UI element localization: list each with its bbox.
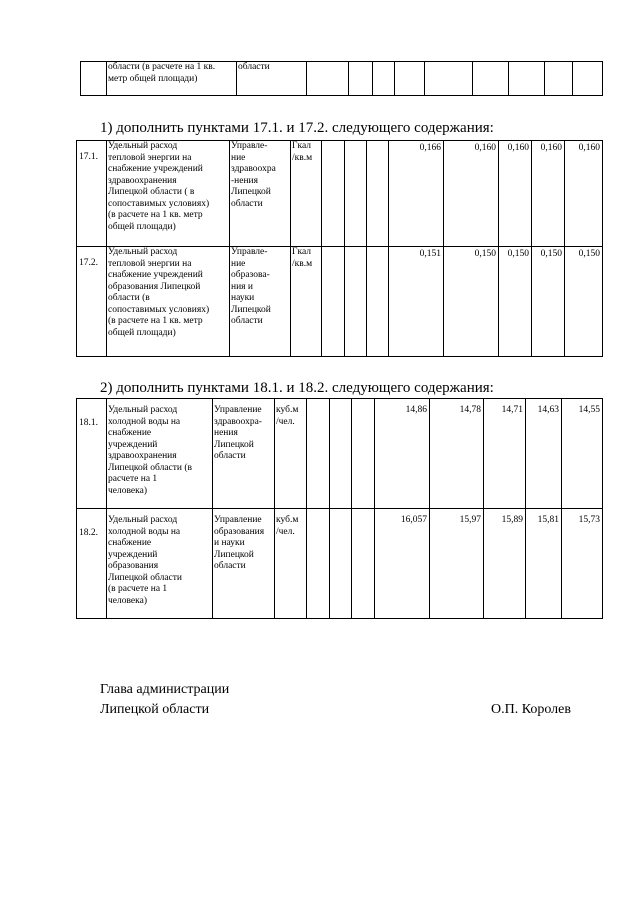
row-value-1: 0,151	[389, 247, 444, 357]
row-value-3: 0,150	[499, 247, 532, 357]
row-value-3: 14,71	[484, 399, 526, 509]
top-row-cell	[307, 62, 349, 96]
section2-table	[76, 398, 603, 619]
row-organization: Управление здравоохра- нения Липецкой области	[213, 399, 275, 509]
row-value-4: 14,63	[526, 399, 562, 509]
row-empty-cell	[345, 141, 367, 247]
row-number: 18.2.	[77, 509, 107, 619]
row-number: 17.2.	[77, 247, 107, 357]
row-empty-cell	[322, 247, 345, 357]
row-empty-cell	[345, 247, 367, 357]
row-value-5: 15,73	[562, 509, 603, 619]
section2-heading: 2) дополнить пунктами 18.1. и 18.2. следующего содержания:	[100, 380, 494, 396]
row-value-4: 15,81	[526, 509, 562, 619]
row-value-1: 0,166	[389, 141, 444, 247]
row-value-1: 14,86	[375, 399, 430, 509]
top-row-cell	[395, 62, 425, 96]
section1-table	[76, 140, 603, 357]
row-empty-cell	[352, 509, 375, 619]
row-value-5: 14,55	[562, 399, 603, 509]
row-empty-cell	[330, 399, 352, 509]
row-organization: Управление образования и науки Липецкой области	[213, 509, 275, 619]
row-description: Удельный расход холодной воды на снабжение учреждений образования Липецкой области (в расчете на 1 человека)	[107, 509, 213, 619]
row-value-2: 0,150	[444, 247, 499, 357]
row-value-2: 14,78	[430, 399, 484, 509]
top-row-cell	[373, 62, 395, 96]
row-unit: Гкал /кв.м	[291, 141, 322, 247]
row-value-5: 0,150	[565, 247, 603, 357]
row-value-4: 0,160	[532, 141, 565, 247]
row-number: 18.1.	[77, 399, 107, 509]
row-empty-cell	[352, 399, 375, 509]
signature-title-line2: Липецкой области	[100, 702, 210, 717]
row-description: Удельный расход холодной воды на снабжение учреждений здравоохранения Липецкой области (в расчете на 1 человека)	[107, 399, 213, 509]
table-row	[77, 247, 603, 357]
table-row	[77, 399, 603, 509]
top-row-organization: области	[237, 62, 307, 96]
row-empty-cell	[307, 399, 330, 509]
row-organization: Управле- ние образова- ния и науки Липецкой области	[230, 247, 291, 357]
row-empty-cell	[330, 509, 352, 619]
row-value-4: 0,150	[532, 247, 565, 357]
row-empty-cell	[367, 247, 389, 357]
row-value-5: 0,160	[565, 141, 603, 247]
row-value-3: 0,160	[499, 141, 532, 247]
row-value-3: 15,89	[484, 509, 526, 619]
row-value-1: 16,057	[375, 509, 430, 619]
row-value-2: 15,97	[430, 509, 484, 619]
row-unit: куб.м /чел.	[275, 509, 307, 619]
row-empty-cell	[322, 141, 345, 247]
row-empty-cell	[367, 141, 389, 247]
row-description: Удельный расход тепловой энергии на снабжение учреждений образования Липецкой области (в сопоставимых условиях) (в расчете на 1 кв. метр общей площади)	[107, 247, 230, 357]
top-table	[80, 61, 603, 96]
top-row-cell	[545, 62, 573, 96]
signature-title-line1: Глава администрации	[100, 682, 230, 697]
top-table-row	[81, 62, 603, 96]
row-unit: Гкал /кв.м	[291, 247, 322, 357]
top-row-cell	[349, 62, 373, 96]
top-row-cell	[425, 62, 473, 96]
row-description: Удельный расход тепловой энергии на снабжение учреждений здравоохранения Липецкой области ( в сопоставимых условиях) (в расчете на 1 кв. метр общей площади)	[107, 141, 230, 247]
top-row-cell	[573, 62, 603, 96]
row-unit: куб.м /чел.	[275, 399, 307, 509]
top-row-number	[81, 62, 107, 96]
table-row	[77, 509, 603, 619]
table-row	[77, 141, 603, 247]
row-organization: Управле- ние здравоохра -нения Липецкой области	[230, 141, 291, 247]
top-row-cell	[509, 62, 545, 96]
row-empty-cell	[307, 509, 330, 619]
section1-heading: 1) дополнить пунктами 17.1. и 17.2. следующего содержания:	[100, 120, 494, 136]
top-row-description: области (в расчете на 1 кв. метр общей площади)	[107, 62, 237, 96]
top-row-cell	[473, 62, 509, 96]
row-value-2: 0,160	[444, 141, 499, 247]
row-number: 17.1.	[77, 141, 107, 247]
signature-name: О.П. Королев	[491, 702, 571, 717]
